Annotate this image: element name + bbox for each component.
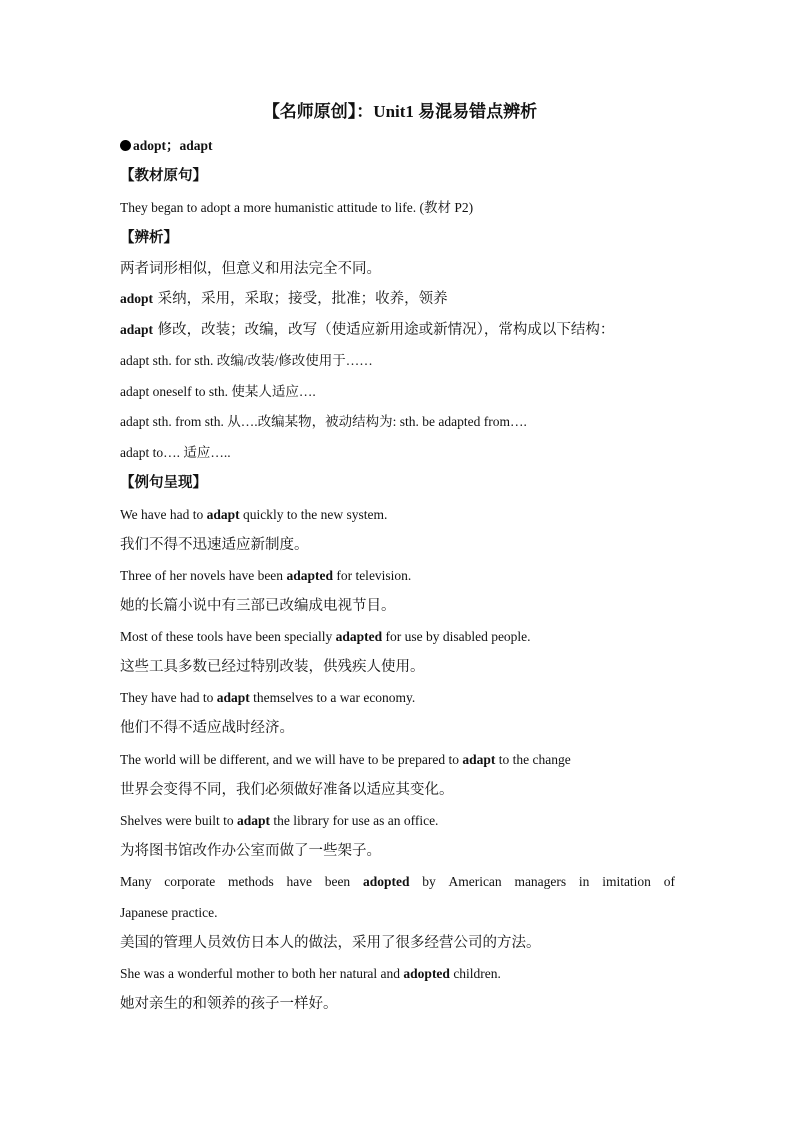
example-text: for use by disabled people. (382, 629, 531, 644)
example-en (120, 965, 501, 983)
section-examples-heading: 【例句呈现】 (120, 475, 207, 491)
example-keyword: adopted (403, 966, 450, 981)
example-en-continuation: Japanese practice. (120, 905, 218, 920)
example-word: of (663, 874, 675, 889)
bullet-heading (120, 137, 213, 155)
example-keyword: adapted (335, 629, 383, 644)
structure-line: adapt oneself to sth. 使某人适应…. (120, 384, 316, 399)
example-word: corporate (164, 874, 216, 889)
example-text: for television. (332, 568, 412, 583)
adapt-definition (120, 321, 614, 339)
example-en (120, 628, 531, 646)
example-zh: 这些工具多数已经过特别改装，供残疾人使用。 (120, 659, 425, 675)
example-word: American (448, 874, 502, 889)
structure-line: adapt sth. from sth. 从….改编某物，被动结构为: sth. be adapted from…. (120, 414, 527, 429)
section-analysis-heading: 【辨析】 (120, 230, 178, 246)
example-zh: 她的长篇小说中有三部已改编成电视节目。 (120, 598, 396, 614)
example-text: quickly to the new system. (239, 507, 388, 522)
page-title: 【名师原创】：Unit1 易混易错点辨析 (262, 102, 538, 121)
example-text: the library for use as an office. (270, 813, 439, 828)
example-keyword: adapt (206, 507, 240, 522)
example-text: Three of her novels have been (120, 568, 287, 583)
example-zh: 他们不得不适应战时经济。 (120, 720, 294, 736)
adopt-definition (120, 290, 448, 308)
example-en (120, 689, 415, 707)
example-en (120, 812, 438, 830)
structure-line: adapt sth. for sth. 改编/改装/修改使用于…… (120, 353, 373, 368)
example-en (120, 506, 387, 524)
example-word: methods (227, 874, 274, 889)
example-text: They have had to (120, 690, 217, 705)
example-keyword: adapted (286, 568, 333, 583)
example-en (120, 751, 571, 769)
example-text: themselves to a war economy. (249, 690, 416, 705)
bullet-dot-icon (120, 140, 131, 151)
example-word: by (422, 874, 436, 889)
structure-line: adapt to…. 适应….. (120, 445, 231, 460)
example-text: Shelves were built to (120, 813, 237, 828)
example-zh: 她对亲生的和领养的孩子一样好。 (120, 996, 338, 1012)
adopt-def-text: 采纳，采用，采取；接受，批准；收养，领养 (153, 291, 448, 307)
example-text: Most of these tools have been specially (120, 629, 336, 644)
example-zh: 为将图书馆改作办公室而做了一些架子。 (120, 843, 381, 859)
adapt-word: adapt (120, 322, 154, 337)
example-text: to the change (495, 752, 571, 767)
analysis-intro: 两者词形相似，但意义和用法完全不同。 (120, 261, 381, 277)
example-zh: 世界会变得不同，我们必须做好准备以适应其变化。 (120, 782, 454, 798)
example-word: imitation (602, 874, 651, 889)
adapt-def-text: 修改，改装；改编，改写（使适应新用途或新情况），常构成以下结构： (153, 322, 615, 338)
example-en-justified (120, 873, 675, 891)
bullet-heading-text: adopt；adapt (133, 138, 213, 153)
example-word: Many (120, 874, 152, 889)
example-word: in (578, 874, 590, 889)
example-text: We have had to (120, 507, 207, 522)
example-word: managers (514, 874, 567, 889)
example-text: The world will be different, and we will have to be prepared to (120, 752, 463, 767)
example-zh: 美国的管理人员效仿日本人的做法，采用了很多经营公司的方法。 (120, 935, 541, 951)
example-word: have (286, 874, 312, 889)
example-word: been (324, 874, 351, 889)
example-text: children. (449, 966, 501, 981)
example-keyword: adopted (362, 874, 410, 889)
adopt-word: adopt (120, 291, 154, 306)
example-keyword: adapt (462, 752, 496, 767)
example-zh: 我们不得不迅速适应新制度。 (120, 537, 309, 553)
textbook-sentence: They began to adopt a more humanistic attitude to life. (教材 P2) (120, 200, 474, 215)
section-textbook-heading: 【教材原句】 (120, 168, 207, 184)
example-keyword: adapt (236, 813, 270, 828)
example-text: She was a wonderful mother to both her natural and (120, 966, 404, 981)
example-en (120, 567, 411, 585)
example-keyword: adapt (216, 690, 250, 705)
